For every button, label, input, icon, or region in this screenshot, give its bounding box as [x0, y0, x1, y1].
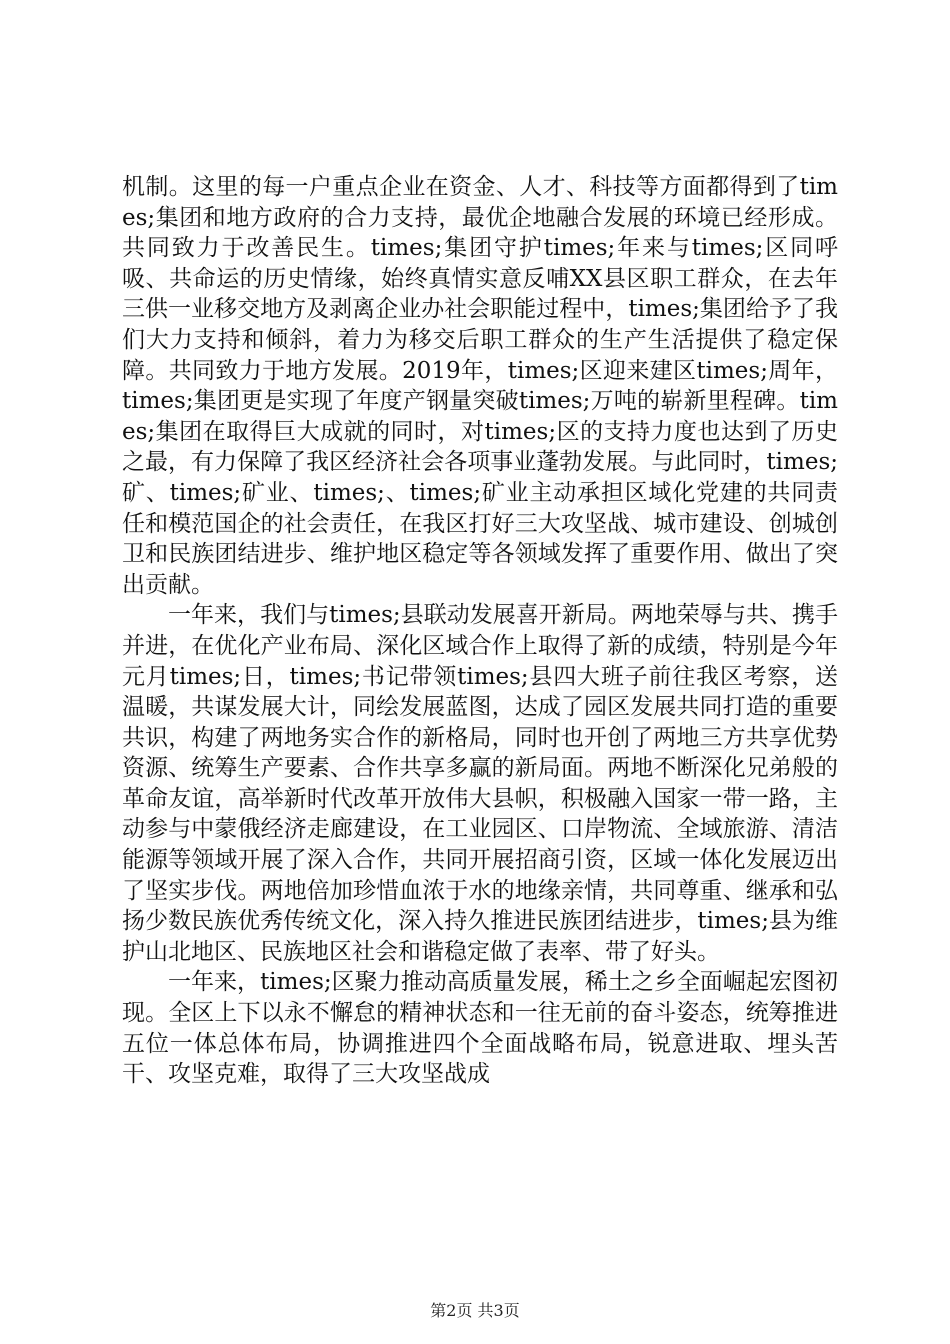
paragraph-3: 一年来，times;区聚力推动高质量发展，稀土之乡全面崛起宏图初现。全区上下以永不懈怠的精神状态和一往无前的奋斗姿态，统筹推进五位一体总体布局，协调推进四个全面战略布局，锐意进取、埋头苦干、攻坚克难，取得了三大攻坚战成	[122, 969, 838, 1088]
paragraph-1: 机制。这里的每一户重点企业在资金、人才、科技等方面都得到了times;集团和地方政府的合力支持，最优企地融合发展的环境已经形成。共同致力于改善民生。times;集团守护times;年来与times;区同呼吸、共命运的历史情缘，始终真情实意反哺XX县区职工群众，在去年三供一业移交地方及剥离企业办社会职能过程中，times;集团给予了我们大力支持和倾斜，着力为移交后职工群众的生产生活提供了稳定保障。共同致力于地方发展。2019年，times;区迎来建区times;周年，times;集团更是实现了年度产钢量突破times;万吨的崭新里程碑。times;集团在取得巨大成就的同时，对times;区的支持力度也达到了历史之最，有力保障了我区经济社会各项事业蓬勃发展。与此同时，times;矿、times;矿业、times;、times;矿业主动承担区域化党建的共同责任和模范国企的社会责任，在我区打好三大攻坚战、城市建设、创城创卫和民族团结进步、维护地区稳定等各领域发挥了重要作用、做出了突出贡献。	[122, 174, 838, 598]
page-number-footer: 第2页 共3页	[430, 1301, 520, 1320]
paragraph-2: 一年来，我们与times;县联动发展喜开新局。两地荣辱与共、携手并进，在优化产业布局、深化区域合作上取得了新的成绩，特别是今年元月times;日，times;书记带领times;县四大班子前往我区考察，送温暖，共谋发展大计，同绘发展蓝图，达成了园区发展共同打造的重要共识，构建了两地务实合作的新格局，同时也开创了两地三方共享优势资源、统筹生产要素、合作共享多赢的新局面。两地不断深化兄弟般的革命友谊，高举新时代改革开放伟大县帜，积极融入国家一带一路，主动参与中蒙俄经济走廊建设，在工业园区、口岸物流、全域旅游、清洁能源等领域开展了深入合作，共同开展招商引资，区域一体化发展迈出了坚实步伐。两地倍加珍惜血浓于水的地缘亲情，共同尊重、继承和弘扬少数民族优秀传统文化，深入持久推进民族团结进步，times;县为维护山北地区、民族地区社会和谐稳定做了表率、带了好头。	[122, 602, 838, 965]
document-body	[122, 172, 838, 1090]
